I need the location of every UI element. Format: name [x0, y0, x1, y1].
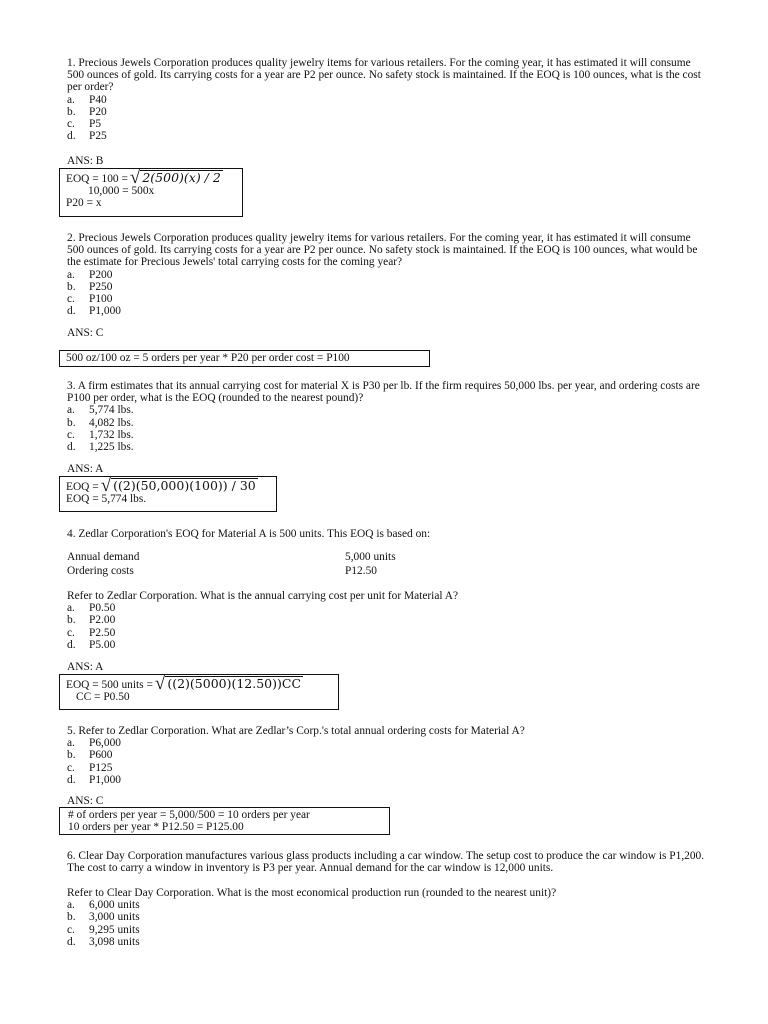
option-c: c. 1,732 lbs. [67, 428, 134, 441]
option-c: c. P2.50 [67, 626, 116, 639]
solution-line: EOQ = 5,774 lbs. [66, 493, 147, 505]
solution-box-3 [59, 476, 277, 512]
solution-line: P20 = x [66, 197, 102, 210]
question-6-stem: 6. Clear Day Corporation manufactures various glass products including a car window. The setup cost to produce the car window is P1,200. The cost to carry a window in inventory is P3 per year. Annual demand for the car window is 12,000 units. [67, 850, 705, 875]
option-a: a. 5,774 lbs. [67, 404, 134, 417]
answer-3: ANS: A [67, 463, 104, 475]
answer-4: ANS: A [67, 661, 104, 673]
square-root: √ 2(500)(x) / 2 [129, 167, 221, 188]
data-value: 5,000 units [345, 551, 396, 563]
option-b: b. 4,082 lbs. [67, 416, 134, 429]
solution-line: 500 oz/100 oz = 5 orders per year * P20 per order cost = P100 [66, 352, 350, 364]
question-3-options [67, 404, 703, 453]
data-label: Ordering costs [67, 565, 134, 577]
option-b: b. P600 [67, 749, 113, 762]
option-c: c. P5 [67, 118, 102, 131]
question-5-options [67, 737, 703, 786]
question-4-options [67, 602, 703, 651]
option-a: a. P6,000 [67, 737, 121, 750]
solution-box-1 [59, 168, 243, 217]
question-2 [67, 232, 703, 317]
question-1-stem: 1. Precious Jewels Corporation produces quality jewelry items for various retailers. For the coming year, it has estimated it will consume 500 ounces of gold. Its carrying costs for a year are P2 per ounce. No safety stock is maintained. If the EOQ is 100 ounces, what is the cost per order? [67, 57, 701, 94]
solution-box-5 [59, 807, 390, 835]
question-6 [67, 887, 703, 948]
question-4-stem2: Refer to Zedlar Corporation. What is the annual carrying cost per unit for Material A? [67, 590, 459, 602]
option-c: c. P100 [67, 293, 113, 306]
data-label: Annual demand [67, 551, 140, 563]
question-3-stem: 3. A firm estimates that its annual carrying cost for material X is P30 per lb. If the firm requires 50,000 lbs. per year, and ordering costs are P100 per order, what is the EOQ (rounded to the nearest pound)? [67, 380, 700, 405]
option-a: a. 6,000 units [67, 899, 140, 912]
answer-5: ANS: C [67, 795, 104, 807]
option-c: c. P125 [67, 761, 113, 774]
question-4 [67, 590, 703, 651]
option-d: d. 3,098 units [67, 935, 140, 948]
data-value: P12.50 [345, 565, 377, 577]
question-5-stem: 5. Refer to Zedlar Corporation. What are Zedlar’s Corp.'s total annual ordering costs for Material A? [67, 725, 525, 737]
option-a: a. P200 [67, 268, 113, 281]
solution-line: 10 orders per year * P12.50 = P125.00 [68, 821, 244, 834]
option-c: c. 9,295 units [67, 923, 140, 936]
option-d: d. 1,225 lbs. [67, 441, 134, 454]
formula-row: EOQ = 500 units = √ ((2)(5000)(12.50))CC [66, 673, 302, 694]
question-1-options [67, 94, 703, 143]
option-a: a. P0.50 [67, 602, 116, 615]
solution-line: 10,000 = 500x [88, 185, 155, 197]
option-d: d. P1,000 [67, 773, 121, 786]
option-b: b. P250 [67, 280, 113, 293]
option-a: a. P40 [67, 93, 107, 106]
question-2-stem: 2. Precious Jewels Corporation produces quality jewelry items for various retailers. For the coming year, it has estimated it will consume 500 ounces of gold. Its carrying costs for a year are P2 per ounce. No safety stock is maintained. If the EOQ is 100 ounces, what would be the estimate for Precious Jewels' total carrying costs for the coming year? [67, 232, 698, 269]
square-root: √ ((2)(5000)(12.50))CC [154, 673, 302, 694]
formula-row: EOQ = √ ((2)(50,000)(100)) / 30 [66, 475, 256, 496]
option-d: d. P1,000 [67, 305, 121, 318]
question-6-stem2: Refer to Clear Day Corporation. What is the most economical production run (rounded to the nearest unit)? [67, 887, 557, 899]
question-5 [67, 725, 703, 786]
option-b: b. P2.00 [67, 614, 116, 627]
question-1 [67, 57, 703, 142]
solution-line: # of orders per year = 5,000/500 = 10 orders per year [68, 809, 310, 821]
question-2-options [67, 269, 703, 318]
solution-box-2 [59, 350, 430, 367]
square-root: √ ((2)(50,000)(100)) / 30 [100, 475, 256, 496]
option-d: d. P5.00 [67, 638, 116, 651]
question-3 [67, 380, 703, 453]
formula-row: EOQ = 100 = √ 2(500)(x) / 2 [66, 167, 221, 188]
answer-2: ANS: C [67, 327, 104, 339]
option-b: b. 3,000 units [67, 911, 140, 924]
question-4-stem: 4. Zedlar Corporation's EOQ for Material A is 500 units. This EOQ is based on: [67, 528, 431, 540]
question-6-options [67, 899, 703, 948]
solution-box-4 [59, 674, 339, 710]
option-b: b. P20 [67, 105, 107, 118]
solution-line: CC = P0.50 [76, 691, 130, 703]
answer-1: ANS: B [67, 155, 104, 167]
option-d: d. P25 [67, 130, 107, 143]
